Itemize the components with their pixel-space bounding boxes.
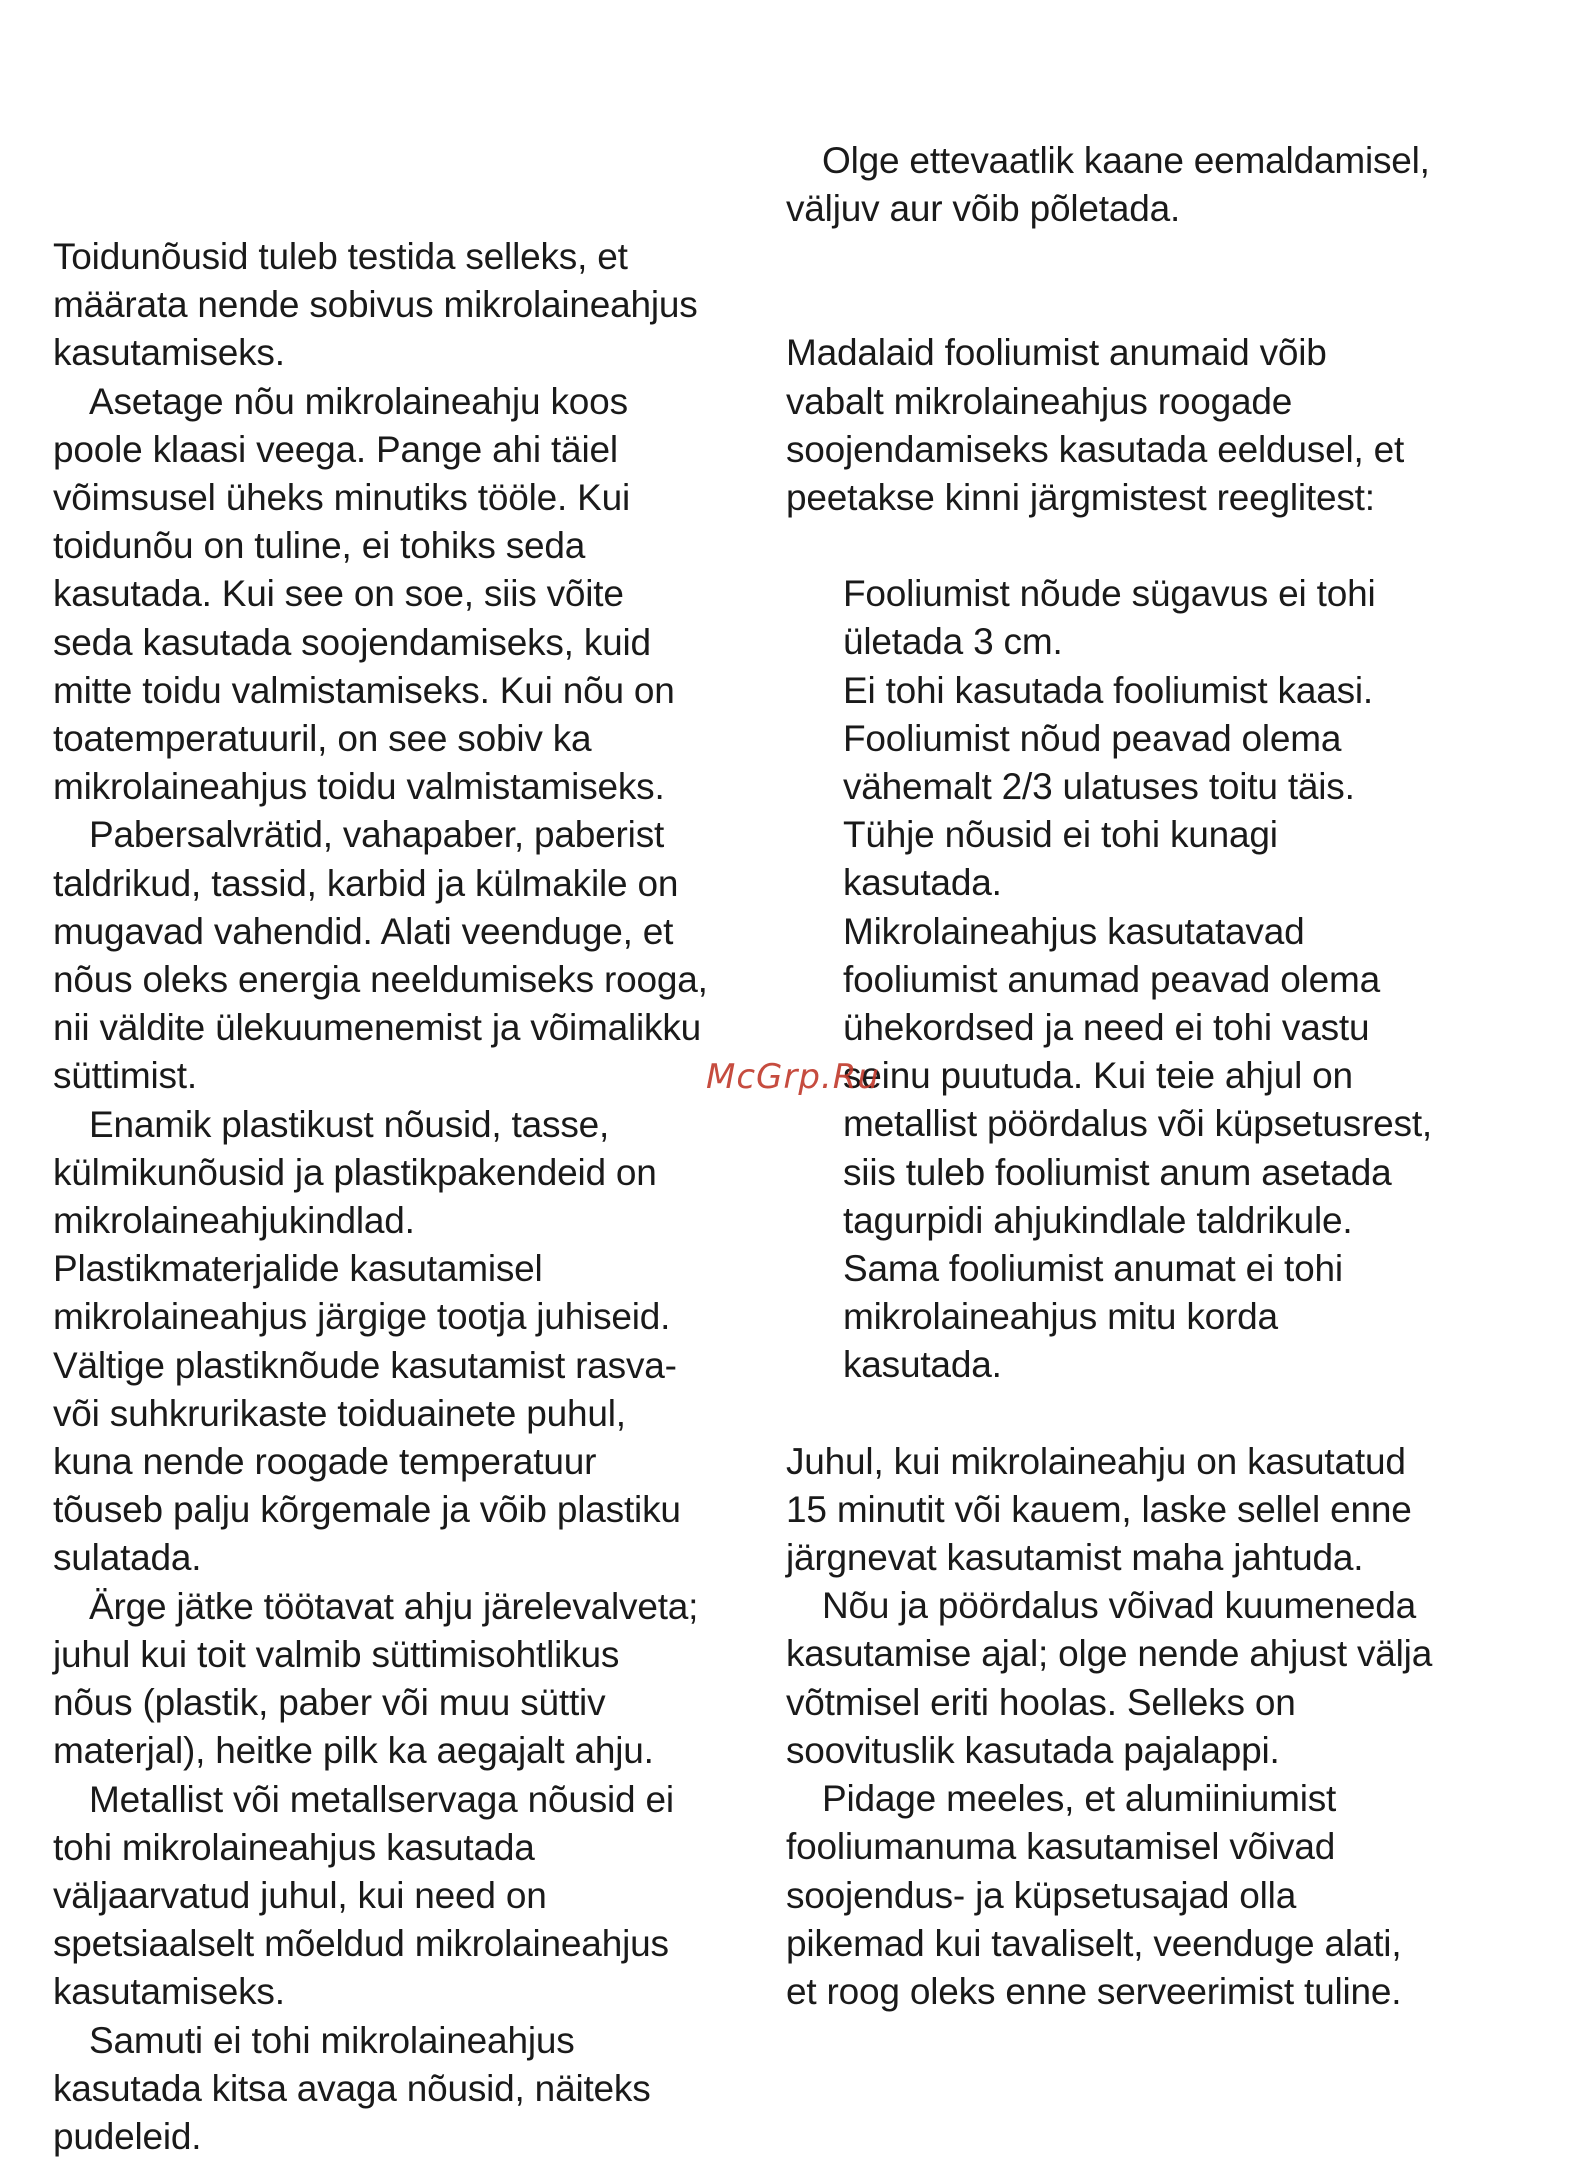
left-paragraph-7: Samuti ei tohi mikrolaineahjus kasutada kitsa avaga nõusid, näiteks pudeleid. xyxy=(53,2019,651,2157)
left-column xyxy=(53,0,773,2161)
left-paragraph-6: Metallist või metallservaga nõusid ei tohi mikrolaineahjus kasutada väljaarvatud juhul, kui need on spetsiaalselt mõeldud mikrolaineahjus kasutamiseks. xyxy=(53,1778,674,2013)
left-paragraph-3: Pabersalvrätid, vahapaber, paberist taldrikud, tassid, karbid ja külmakile on mugavad vahendid. Alati veenduge, et nõus oleks energia neeldumiseks rooga, nii väldite ülekuumenemist ja võimalikku süttimist. xyxy=(53,814,708,1097)
right-paragraph-5: Pidage meeles, et alumiiniumist fooliumanuma kasutamisel võivad soojendus- ja küpsetusajad olla pikemad kui tavaliselt, veenduge alati, et roog oleks enne serveerimist tuline. xyxy=(786,1778,1402,2012)
right-column xyxy=(786,0,1526,2016)
left-paragraph-1: Toidunõusid tuleb testida selleks, et määrata nende sobivus mikrolaineahjus kasutamiseks. xyxy=(53,236,698,374)
left-paragraph-5: Ärge jätke töötavat ahju järelevalveta; juhul kui toit valmib süttimisohtlikus nõus (plastik, paber või muu süttiv materjal), heitke pilk ka aegajalt ahju. xyxy=(53,1585,699,1772)
left-paragraph-2: Asetage nõu mikrolaineahju koos poole klaasi veega. Pange ahi täiel võimsusel üheks minutiks tööle. Kui toidunõu on tuline, ei tohiks seda kasutada. Kui see on soe, siis võite seda kasutada soojendamiseks, kuid mitte toidu valmistamiseks. Kui nõu on toatemperatuuril, on see sobiv ka mikrolaineahjus toidu valmistamiseks. xyxy=(53,380,675,808)
right-paragraph-4: Nõu ja pöördalus võivad kuumeneda kasutamise ajal; olge nende ahjust välja võtmisel eriti hoolas. Selleks on soovituslik kasutada pajalappi. xyxy=(786,1585,1433,1771)
right-paragraph-1: Olge ettevaatlik kaane eemaldamisel, väljuv aur võib põletada. xyxy=(786,140,1430,230)
right-paragraph-2: Madalaid fooliumist anumaid võib vabalt mikrolaineahjus roogade soojendamiseks kasutada eeldusel, et peetakse kinni järgmistest reeglitest: xyxy=(786,332,1405,519)
right-paragraph-3: Juhul, kui mikrolaineahju on kasutatud 15 minutit või kauem, laske sellel enne järgnevat kasutamist maha jahtuda. xyxy=(786,1440,1412,1579)
foil-rules-list: Fooliumist nõude sügavus ei tohi ületada 3 cm. Ei tohi kasutada fooliumist kaasi. Fooliumist nõud peavad olema vähemalt 2/3 ulatuses toitu täis. Tühje nõusid ei tohi kunagi kasutada. Mikrolaineahjus kasutatavad fooliumist anumad peavad olema ühekordsed ja need ei tohi vastu seinu puutuda. Kui teie ahjul on metallist pöördalus või küpsetusrest, siis tuleb fooliumist anum asetada tagurpidi ahjukindlale taldrikule. Sama fooliumist anumat ei tohi mikrolaineahjus mitu korda kasutada. xyxy=(843,573,1432,1386)
left-paragraph-4: Enamik plastikust nõusid, tasse, külmikunõusid ja plastikpakendeid on mikrolaineahjukindlad. Plastikmaterjalide kasutamisel mikrolaineahjus järgige tootja juhiseid. Vältige plastiknõude kasutamist rasva- või suhkrurikaste toiduainete puhul, kuna nende roogade temperatuur tõuseb palju kõrgemale ja võib plastiku sulatada. xyxy=(53,1103,681,1579)
watermark-text: McGrp.Ru xyxy=(706,1057,880,1097)
